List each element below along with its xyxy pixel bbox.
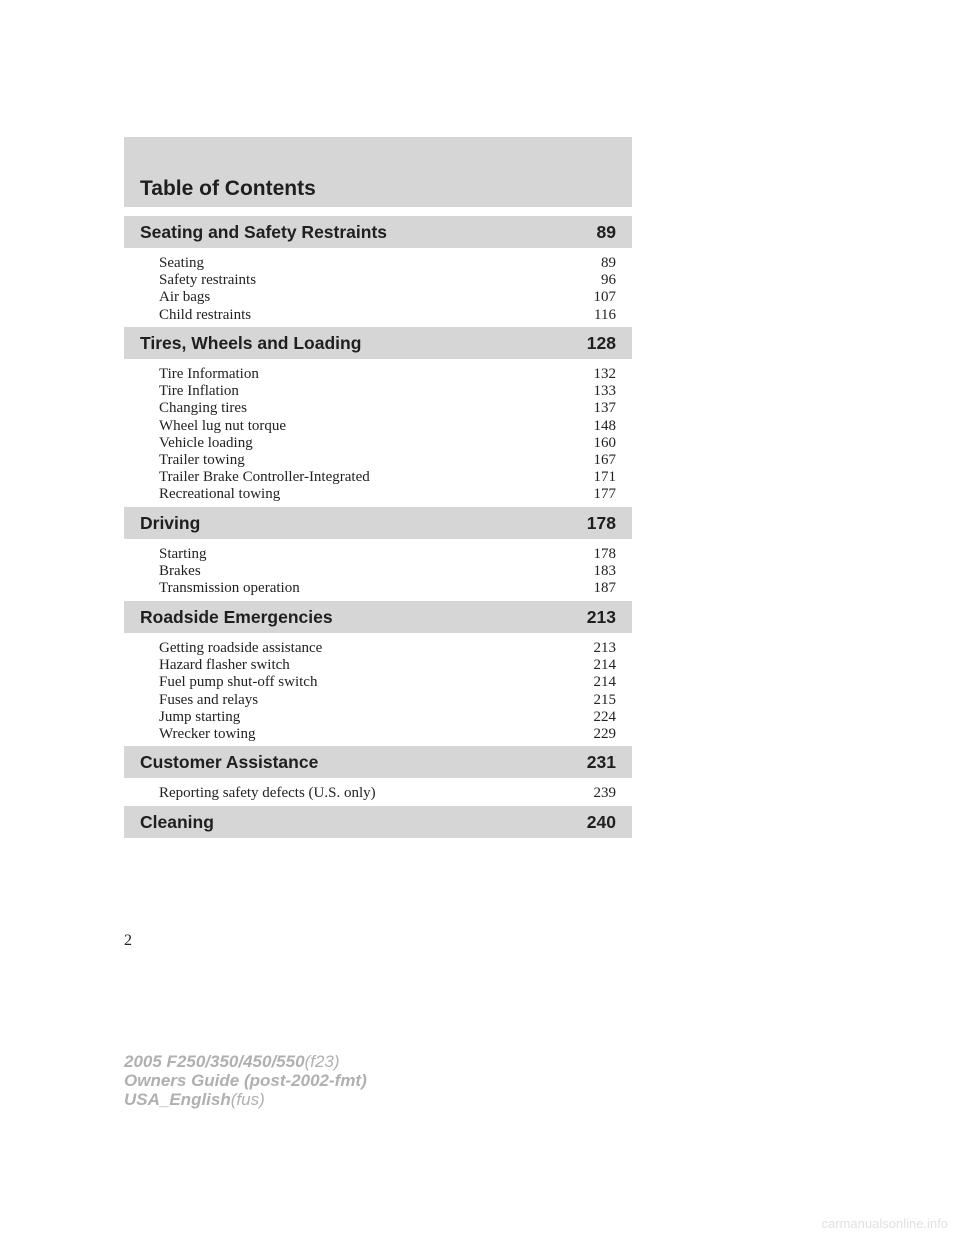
footer-line-model bbox=[124, 1052, 367, 1071]
section-header[interactable] bbox=[124, 806, 632, 838]
toc-entry[interactable] bbox=[159, 435, 616, 452]
entry-label: Reporting safety defects (U.S. only) bbox=[159, 785, 376, 801]
entry-label: Jump starting bbox=[159, 708, 241, 725]
entry-page: 89 bbox=[601, 255, 616, 271]
entry-page: 132 bbox=[593, 366, 616, 382]
toc-entry[interactable] bbox=[159, 692, 616, 709]
toc-entry[interactable] bbox=[159, 657, 616, 674]
entry-page: 213 bbox=[593, 640, 616, 656]
toc-entry[interactable] bbox=[159, 785, 616, 802]
section-title: Customer Assistance bbox=[140, 751, 319, 772]
section-page: 231 bbox=[586, 751, 616, 772]
section-items bbox=[124, 248, 632, 324]
section-items bbox=[124, 539, 632, 598]
section-page: 213 bbox=[586, 606, 616, 627]
toc-section-cleaning bbox=[124, 806, 632, 838]
page-number: 2 bbox=[124, 932, 132, 949]
entry-label: Child restraints bbox=[159, 306, 252, 323]
entry-label: Getting roadside assistance bbox=[159, 640, 323, 656]
entry-page: 183 bbox=[593, 563, 616, 580]
toc-entry[interactable] bbox=[159, 272, 616, 289]
footer-guide: Owners Guide (post-2002-fmt) bbox=[124, 1071, 367, 1090]
section-title: Seating and Safety Restraints bbox=[140, 221, 388, 242]
toc-entry[interactable] bbox=[159, 709, 616, 726]
toc-section-seating bbox=[124, 216, 632, 324]
entry-page: 229 bbox=[593, 725, 616, 742]
toc-entry[interactable] bbox=[159, 400, 616, 417]
entry-page: 171 bbox=[593, 469, 616, 486]
entry-label: Wrecker towing bbox=[159, 725, 256, 742]
section-header[interactable] bbox=[124, 746, 632, 778]
toc-entry[interactable] bbox=[159, 289, 616, 306]
section-page: 240 bbox=[586, 811, 616, 832]
entry-label: Transmission operation bbox=[159, 580, 300, 597]
section-items bbox=[124, 778, 632, 802]
entry-page: 215 bbox=[593, 691, 616, 708]
entry-label: Fuel pump shut-off switch bbox=[159, 674, 318, 691]
entry-label: Starting bbox=[159, 546, 207, 562]
entry-label: Safety restraints bbox=[159, 272, 257, 289]
toc-entry[interactable] bbox=[159, 383, 616, 400]
toc-entry[interactable] bbox=[159, 486, 616, 503]
entry-label: Fuses and relays bbox=[159, 691, 259, 708]
toc-entry[interactable] bbox=[159, 563, 616, 580]
entry-page: 96 bbox=[601, 272, 616, 289]
section-items bbox=[124, 359, 632, 504]
toc-section-roadside bbox=[124, 601, 632, 743]
toc-entry[interactable] bbox=[159, 546, 616, 563]
entry-label: Trailer Brake Controller-Integrated bbox=[159, 469, 370, 486]
entry-page: 178 bbox=[593, 546, 616, 562]
footer-language-code: (fus) bbox=[230, 1090, 265, 1109]
section-page: 89 bbox=[596, 221, 616, 242]
section-title: Driving bbox=[140, 512, 201, 533]
entry-page: 187 bbox=[593, 580, 616, 597]
entry-page: 116 bbox=[594, 306, 616, 323]
toc-entry[interactable] bbox=[159, 674, 616, 691]
footer-model: 2005 F250/350/450/550 bbox=[124, 1052, 305, 1071]
toc-entry[interactable] bbox=[159, 307, 616, 324]
entry-label: Wheel lug nut torque bbox=[159, 417, 287, 434]
section-page: 128 bbox=[586, 332, 616, 353]
section-items bbox=[124, 633, 632, 743]
toc-entry[interactable] bbox=[159, 580, 616, 597]
entry-label: Tire Inflation bbox=[159, 383, 239, 400]
entry-page: 137 bbox=[593, 400, 616, 417]
section-header[interactable] bbox=[124, 216, 632, 248]
toc-entry[interactable] bbox=[159, 469, 616, 486]
entry-page: 133 bbox=[593, 383, 616, 400]
entry-label: Seating bbox=[159, 255, 204, 271]
entry-label: Hazard flasher switch bbox=[159, 657, 290, 674]
entry-label: Air bags bbox=[159, 289, 211, 306]
entry-page: 214 bbox=[593, 674, 616, 691]
toc-entry[interactable] bbox=[159, 726, 616, 743]
toc-entry[interactable] bbox=[159, 640, 616, 657]
page-title: Table of Contents bbox=[140, 177, 316, 200]
entry-label: Vehicle loading bbox=[159, 434, 253, 451]
footer-line-language bbox=[124, 1090, 367, 1109]
section-page: 178 bbox=[586, 512, 616, 533]
footer-line-guide bbox=[124, 1071, 367, 1090]
entry-page: 224 bbox=[593, 708, 616, 725]
section-header[interactable] bbox=[124, 601, 632, 633]
section-header[interactable] bbox=[124, 327, 632, 359]
entry-page: 239 bbox=[593, 785, 616, 801]
entry-page: 160 bbox=[593, 434, 616, 451]
entry-page: 167 bbox=[593, 451, 616, 468]
entry-page: 177 bbox=[593, 486, 616, 503]
entry-label: Changing tires bbox=[159, 400, 247, 417]
toc-section-driving bbox=[124, 507, 632, 598]
entry-page: 214 bbox=[593, 657, 616, 674]
section-header[interactable] bbox=[124, 507, 632, 539]
entry-label: Brakes bbox=[159, 563, 201, 580]
section-title: Roadside Emergencies bbox=[140, 606, 333, 627]
toc-header bbox=[124, 137, 632, 207]
document-footer bbox=[124, 1052, 367, 1109]
section-title: Cleaning bbox=[140, 811, 214, 832]
section-title: Tires, Wheels and Loading bbox=[140, 332, 362, 353]
toc-entry[interactable] bbox=[159, 255, 616, 272]
footer-language: USA_English bbox=[124, 1090, 231, 1109]
entry-label: Tire Information bbox=[159, 366, 259, 382]
watermark-text: carmanualsonline.info bbox=[821, 1216, 948, 1231]
entry-page: 148 bbox=[593, 417, 616, 434]
toc-entry[interactable] bbox=[159, 452, 616, 469]
entry-page: 107 bbox=[593, 289, 616, 306]
toc-entry[interactable] bbox=[159, 418, 616, 435]
toc-entry[interactable] bbox=[159, 366, 616, 383]
entry-label: Trailer towing bbox=[159, 451, 245, 468]
toc-section-tires bbox=[124, 327, 632, 504]
footer-model-code: (f23) bbox=[304, 1052, 340, 1071]
toc-section-customer-assistance bbox=[124, 746, 632, 802]
entry-label: Recreational towing bbox=[159, 486, 281, 503]
